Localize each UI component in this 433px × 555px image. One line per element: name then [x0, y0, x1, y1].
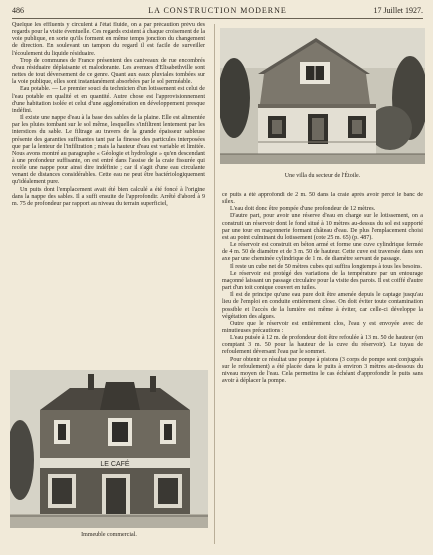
paragraph: D'autre part, pour avoir une réserve d'eau en charge sur le lotissement, on a construit un réservoir dont le fond situé à 10 mètres au-dessus du sol est supporté par une tour en maçonnerie formant château d'eau. De plus l'emplacement choisi est au point culminant du lotissement (cote 25 m. 65) (p. 487). [222, 213, 423, 241]
paragraph: Il existe une nappe d'eau à la base des sables de la plaine. Elle est alimentée par les pluies tombant sur le sol même, lesquelles s'infiltrent lentement par les interstices du sable. Le filtrage au travers de la grande épaisseur sableuse présente des garanties suffisantes tant par la finesse des particules interposées que par la lenteur de l'infiltration ; mais la hauteur d'eau est variable et limitée. Nous avons montré au paragraphe « Géologie et hydrologie » qu'en descendant à une profondeur suffisante, on est entré dans l'assise de la craie fissurée qui recèle une nappe pour ainsi dire indéfinie ; car il s'agit d'une eau circulante venant de distances considérables. Cette eau ne peut être bactériologiquement qu'idéalement pure. [12, 115, 205, 186]
header-rule [12, 18, 423, 19]
paragraph: Pour obtenir ce résultat une pompe à pistons (3 corps de pompe sont conjugués sur le refoulement) a été placée dans le puits à environ 3 mètres au-dessous du niveau moyen de l'eau. Cela permettra le cas échéant d'approfondir le puits sans avoir à déplacer la pompe. [222, 356, 423, 385]
paragraph: Il reste un cube net de 50 mètres cubes qui suffira longtemps à tous les besoins. [230, 263, 423, 270]
commercial-building-photo [10, 370, 208, 528]
paragraph: Le réservoir est protégé des variations de la température par un entourage maçonné laissant un passage circulaire pour la visite des parois. Il est coiffé d'autre part d'un toit conique couvert en tuiles. [222, 270, 423, 292]
paragraph: Eau potable. — Le premier souci du technicien d'un lotissement est celui de l'eau potable en qualité et en quantité. Autre chose est l'approvisionnement d'une habitation isolée et celui d'une agglomération en développement presque indéfini. [12, 86, 205, 114]
paragraph: Il est de principe qu'une eau pure doit être amenée depuis le captage jusqu'au lieu de l'emploi en conduite entièrement close. On doit éviter toute contamination possible et l'accès de la lumière est même à éviter, car celle-ci développe la végétation des algues. [222, 292, 423, 320]
page-number: 486 [12, 6, 24, 15]
left-text-column [12, 22, 205, 365]
paragraph: Le réservoir est construit en béton armé et forme une cuve cylindrique fermée de 4 m. 50 de diamètre et de 3 m. 50 de hauteur. Cette cuve est traversée dans son axe par une cheminée cylindrique de 1 m. de diamètre servant de passage. [222, 242, 423, 263]
paragraph: L'eau doit donc être pompée d'une profondeur de 12 mètres. [230, 206, 376, 213]
shop-sign: LE CAFÉ [100, 461, 130, 468]
villa-photo [220, 28, 425, 164]
page-header [12, 6, 423, 18]
journal-title: LA CONSTRUCTION MODERNE [148, 6, 287, 15]
paragraph: Outre que le réservoir est entièrement clos, l'eau y est envoyée avec de minutieuses précautions : [222, 320, 423, 334]
paragraph: Quelque les effluents y circulent à l'état fluide, on a par précaution prévu des regards pour la visite éventuelle. Ces regards existent à chaque croisement de la voie publique, en sorte qu'ils forment en même temps jonction du changement de direction. En soulevant un tampon du regard il est facile de surveiller l'écoulement du liquide résiduaire. [12, 22, 205, 57]
paragraph: L'eau puisée à 12 m. de profondeur doit être refoulée à 13 m. 50 de hauteur (en comptant 3 m. 50 pour la hauteur de la cuve du réservoir). Le tuyau de refoulement déversant l'eau par le sommet. [222, 335, 423, 356]
issue-date: 17 Juillet 1927. [373, 6, 423, 15]
paragraph: Trop de communes de France présentent des caniveaux de rue encombrés d'eau résiduaire déplaisante et malodorante. Les avenues d'Elisabethville sont nettes de tout déversement de ce genre. Quant aux eaux pluviales tombées sur la voie publique, elles sont instantanément absorbées par le sol perméable. [12, 57, 205, 86]
villa-illustration [220, 28, 425, 164]
paragraph: ce puits a été approfondi de 2 m. 50 dans la craie après avoir percé le banc de silex. [222, 192, 423, 206]
paragraph: Un puits dont l'emplacement avait été bien calculé a été foncé à l'origine dans la nappe des sables. Il a suffi ensuite de l'approfondir. Arrêté d'abord à 9 m. 75 de profondeur par rapport au niveau du terrain superficiel, [12, 186, 205, 207]
commercial-building-illustration [10, 370, 208, 528]
column-divider [214, 24, 215, 544]
commercial-building-caption: Immeuble commercial. [81, 532, 137, 538]
villa-caption: Une villa du secteur de l'Étoile. [284, 173, 361, 179]
right-text-column [222, 192, 423, 550]
